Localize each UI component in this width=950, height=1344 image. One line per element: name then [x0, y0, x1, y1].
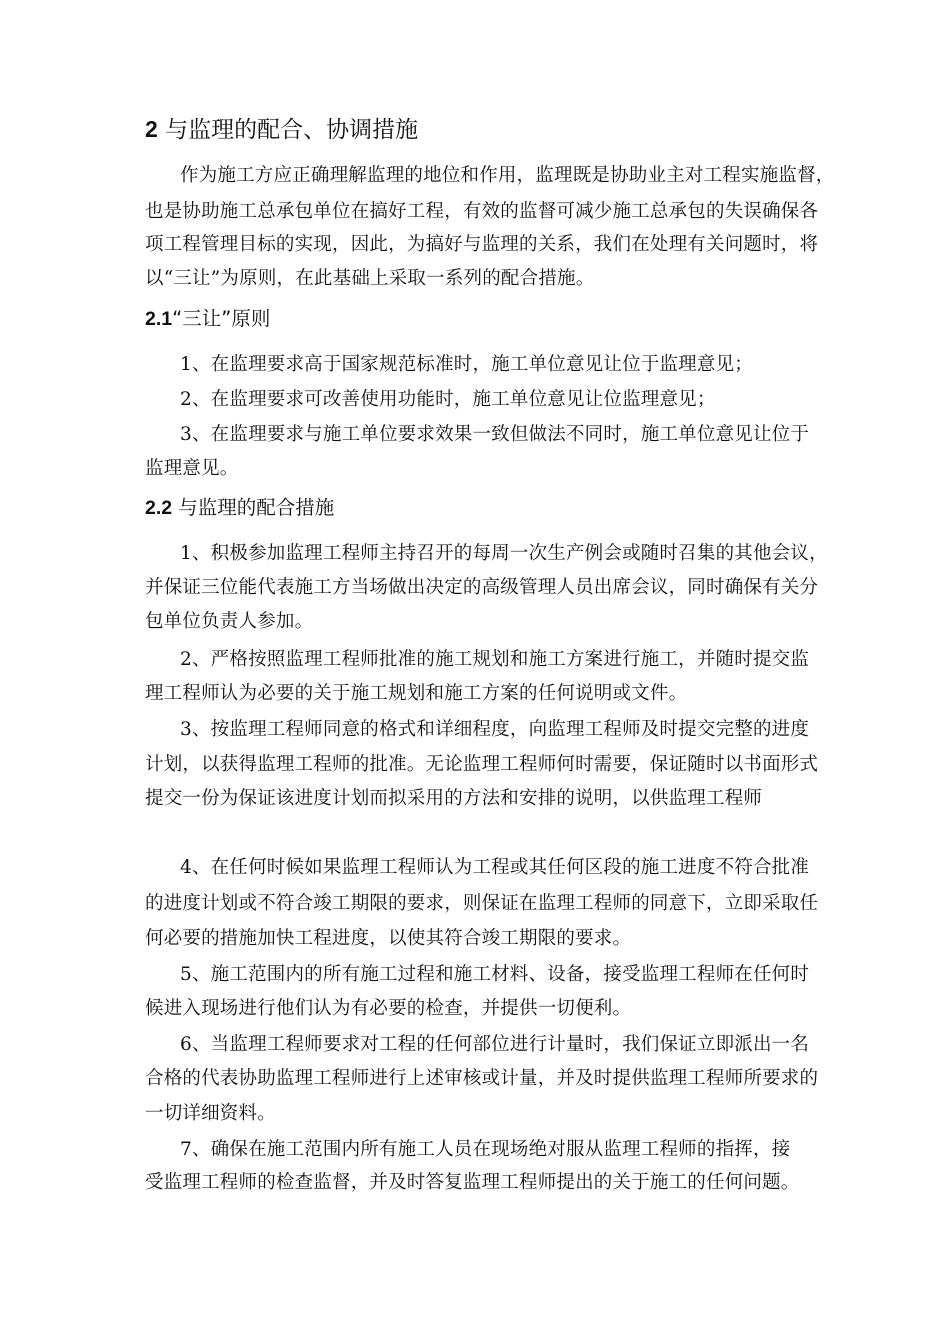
paragraph-line: 也是协助施工总承包单位在搞好工程，有效的监督可减少施工总承包的失误确保各	[145, 201, 819, 222]
section-title: 与监理的配合、协调措施	[157, 117, 419, 143]
list-item: 3、在监理要求与施工单位要求效果一致但做法不同时，施工单位意见让位于	[180, 424, 810, 445]
section-number: 2.1	[145, 308, 173, 330]
list-item-continuation: 的进度计划或不符合竣工期限的要求，则保证在监理工程师的同意下，立即采取任	[145, 893, 819, 914]
list-item-continuation: 监理意见。	[145, 458, 239, 479]
paragraph-line: 以“三让”为原则，在此基础上采取一系列的配合措施。	[145, 268, 595, 289]
section-heading-2-1	[145, 303, 270, 335]
list-item: 1、积极参加监理工程师主持召开的每周一次生产例会或随时召集的其他会议，	[180, 543, 828, 564]
section-number: 2.2	[145, 497, 173, 519]
list-item: 7、确保在施工范围内所有施工人员在现场绝对服从监理工程师的指挥，接	[180, 1139, 791, 1160]
list-item-continuation: 候进入现场进行他们认为有必要的检查，并提供一切便利。	[145, 998, 632, 1019]
section-heading-2	[145, 112, 418, 147]
list-item: 6、当监理工程师要求对工程的任何部位进行计量时，我们保证立即派出一名	[180, 1034, 810, 1055]
paragraph-line: 项工程管理目标的实现，因此，为搞好与监理的关系，我们在处理有关问题时，将	[145, 234, 819, 255]
list-item-continuation: 计划，以获得监理工程师的批准。无论监理工程师何时需要，保证随时以书面形式	[145, 754, 819, 775]
section-number: 2	[145, 116, 158, 142]
list-item-continuation: 受监理工程师的检查监督，并及时答复监理工程师提出的关于施工的任何问题。	[145, 1172, 800, 1193]
list-item: 2、严格按照监理工程师批准的施工规划和施工方案进行施工，并随时提交监	[180, 649, 810, 670]
list-item: 2、在监理要求可改善使用功能时，施工单位意见让位监理意见；	[180, 389, 716, 410]
list-item-continuation: 并保证三位能代表施工方当场做出决定的高级管理人员出席会议，同时确保有关分	[145, 577, 819, 598]
section-heading-2-2	[145, 492, 334, 524]
list-item-continuation: 一切详细资料。	[145, 1103, 276, 1124]
list-item: 5、施工范围内的所有施工过程和施工材料、设备，接受监理工程师在任何时	[180, 964, 810, 985]
list-item-continuation: 包单位负责人参加。	[145, 611, 314, 632]
list-item-continuation: 何必要的措施加快工程进度，以使其符合竣工期限的要求。	[145, 928, 632, 949]
list-item: 1、在监理要求高于国家规范标准时，施工单位意见让位于监理意见；	[180, 354, 753, 375]
list-item-continuation: 提交一份为保证该进度计划而拟采用的方法和安排的说明，以供监理工程师	[145, 788, 763, 809]
list-item-continuation: 合格的代表协助监理工程师进行上述审核或计量，并及时提供监理工程师所要求的	[145, 1068, 819, 1089]
list-item: 4、在任何时候如果监理工程师认为工程或其任何区段的施工进度不符合批准	[180, 857, 810, 878]
list-item: 3、按监理工程师同意的格式和详细程度，向监理工程师及时提交完整的进度	[180, 719, 810, 740]
section-title: 与监理的配合措施	[172, 496, 335, 519]
paragraph-line: 作为施工方应正确理解监理的地位和作用，监理既是协助业主对工程实施监督，	[180, 165, 835, 186]
list-item-continuation: 理工程师认为必要的关于施工规划和施工方案的任何说明或文件。	[145, 683, 688, 704]
section-title: “三让”原则	[172, 307, 271, 330]
